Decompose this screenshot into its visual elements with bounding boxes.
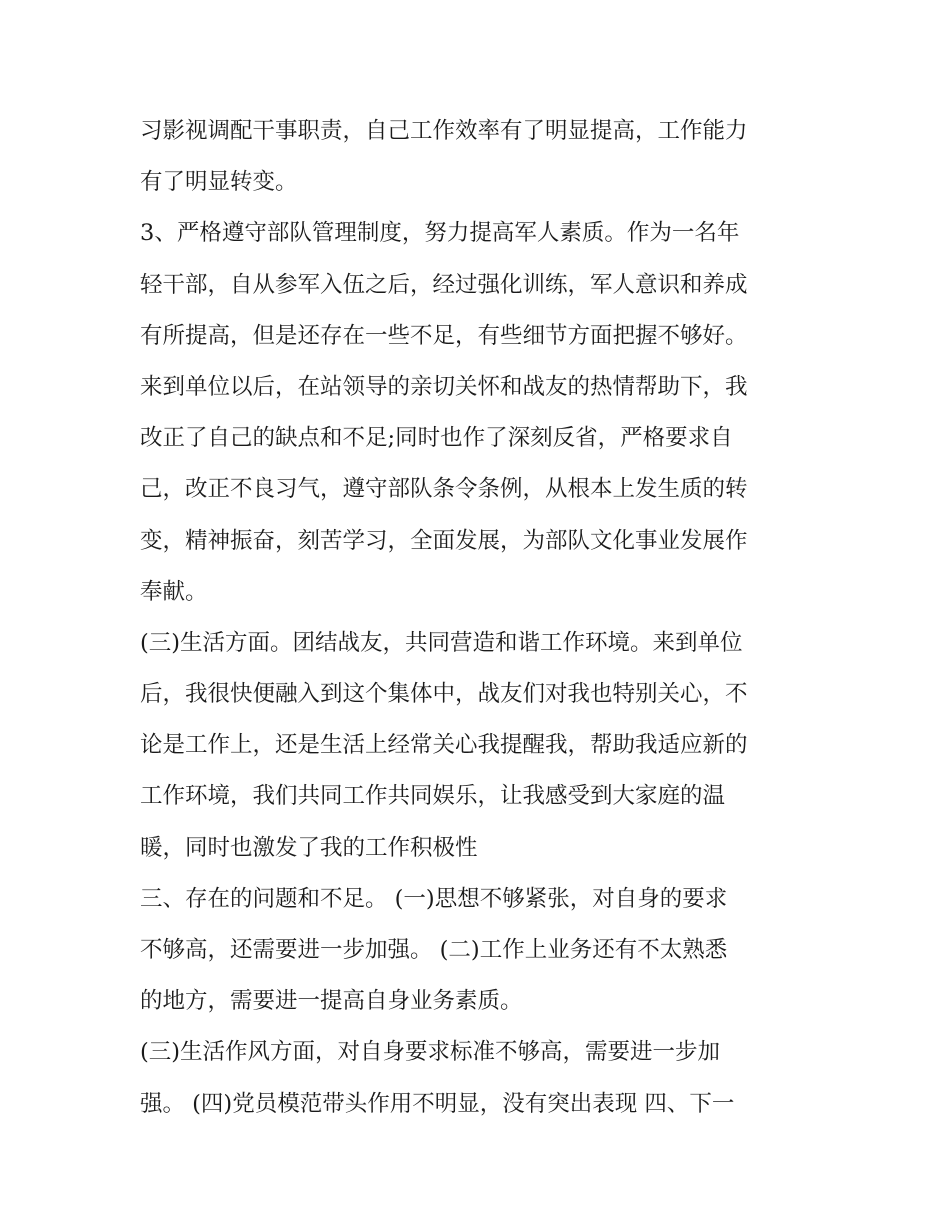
text-line: 改正了自己的缺点和不足;同时也作了深刻反省，严格要求自 (140, 425, 733, 452)
text-line: 奉献。 (140, 578, 208, 605)
text-line: 习影视调配干事职责，自己工作效率有了明显提高，工作能力 (140, 118, 748, 144)
text-line: 强。 (四)党员模范带头作用不明显，没有突出表现 四、下一 (140, 1090, 735, 1117)
text-line: 轻干部，自从参军入伍之后，经过强化训练，军人意识和养成 (140, 271, 748, 298)
text-line: (三)生活作风方面，对自身要求标准不够高，需要进一步加 (140, 1039, 721, 1066)
text-line: 3、严格遵守部队管理制度，努力提高军人素质。作为一名年 (140, 220, 740, 247)
text-line: 三、存在的问题和不足。 (一)思想不够紧张，对自身的要求 (140, 885, 728, 912)
text-line: 暖，同时也激发了我的工作积极性 (140, 834, 478, 861)
text-line: 工作环境，我们共同工作共同娱乐，让我感受到大家庭的温 (140, 783, 726, 810)
text-line: 论是工作上，还是生活上经常关心我提醒我，帮助我适应新的 (140, 732, 748, 759)
document-body (140, 106, 820, 1130)
text-line: 来到单位以后，在站领导的亲切关怀和战友的热情帮助下，我 (140, 373, 748, 400)
text-line: 后，我很快便融入到这个集体中，战友们对我也特别关心，不 (140, 681, 748, 708)
text-line: 变，精神振奋，刻苦学习，全面发展，为部队文化事业发展作 (140, 527, 748, 554)
text-line: 的地方，需要进一提高自身业务素质。 (140, 988, 523, 1015)
text-line: 有了明显转变。 (140, 169, 298, 196)
text-line: (三)生活方面。团结战友，共同营造和谐工作环境。来到单位 (140, 629, 743, 656)
text-line: 不够高，还需要进一步加强。 (二)工作上业务还有不太熟悉 (140, 937, 728, 963)
text-line: 己，改正不良习气，遵守部队条令条例，从根本上发生质的转 (140, 476, 748, 503)
text-line: 有所提高，但是还存在一些不足，有些细节方面把握不够好。 (140, 322, 748, 349)
